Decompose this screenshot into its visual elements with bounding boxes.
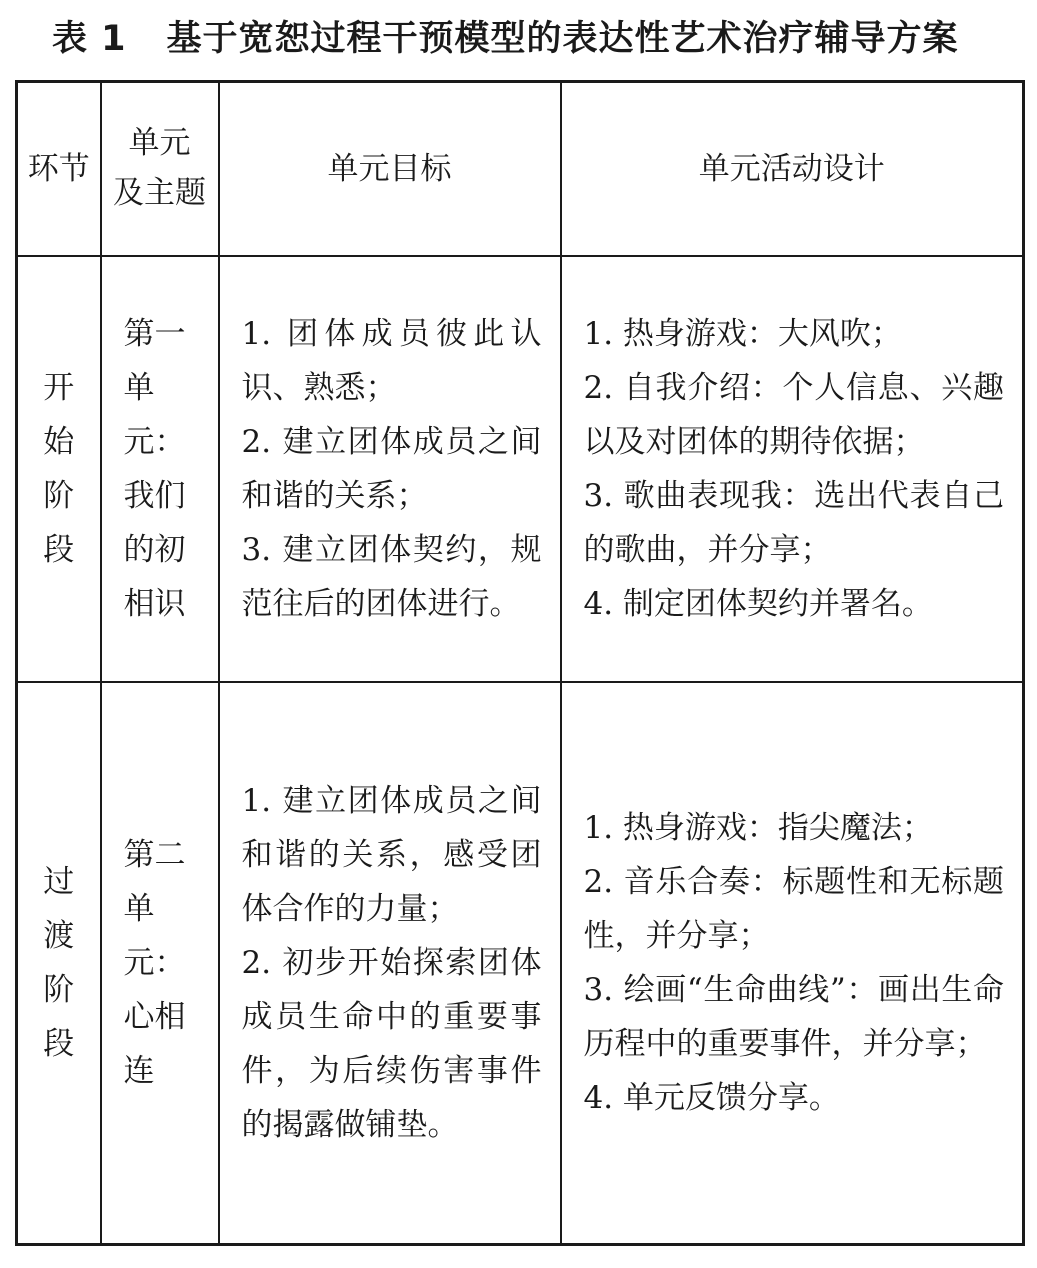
header-activity: 单元活动设计: [561, 82, 1024, 257]
goal-item: 1. 团体成员彼此认识、熟悉；: [241, 316, 542, 406]
activity-item: 3. 歌曲表现我：选出代表自己的歌曲，并分享；: [583, 478, 1004, 568]
header-goal: 单元目标: [219, 82, 561, 257]
header-unit-line1: 单元: [128, 125, 191, 161]
activity-cell: [561, 256, 1024, 682]
activity-item: 4. 制定团体契约并署名。: [583, 586, 933, 622]
goal-item: 3. 建立团体契约，规范往后的团体进行。: [241, 532, 542, 622]
goal-item: 2. 初步开始探索团体成员生命中的重要事件，为后续伤害事件的揭露做铺垫。: [241, 945, 542, 1143]
activity-item: 4. 单元反馈分享。: [583, 1080, 840, 1116]
table-row: [17, 256, 1024, 682]
header-stage: 环节: [17, 82, 101, 257]
stage-cell: [17, 682, 101, 1245]
activity-item: 2. 音乐合奏：标题性和无标题性，并分享；: [583, 864, 1004, 954]
stage-cell: [17, 256, 101, 682]
activity-item: 3. 绘画“生命曲线”：画出生命历程中的重要事件，并分享；: [583, 972, 1004, 1062]
goal-cell: [219, 682, 561, 1245]
activity-item: 1. 热身游戏：指尖魔法；: [583, 810, 933, 846]
goal-cell: [219, 256, 561, 682]
goal-list: [242, 307, 542, 631]
header-unit: [101, 82, 219, 257]
counseling-plan-table: [15, 80, 1025, 1246]
goal-item: 1. 建立团体成员之间和谐的关系，感受团体合作的力量；: [241, 783, 542, 927]
stage-label: 过渡阶段: [43, 864, 75, 1062]
unit-cell: [101, 682, 219, 1245]
goal-item: 2. 建立团体成员之间和谐的关系；: [241, 424, 542, 514]
activity-item: 2. 自我介绍：个人信息、兴趣以及对团体的期待依据；: [583, 370, 1004, 460]
activity-item: 1. 热身游戏：大风吹；: [583, 316, 902, 352]
unit-theme: 第一单元：我们的初相识: [123, 316, 186, 622]
unit-cell: [101, 256, 219, 682]
activity-list: [584, 801, 1005, 1125]
table-number: 表 1: [52, 19, 127, 59]
header-row: [17, 82, 1024, 257]
header-unit-line2: 及主题: [113, 175, 206, 211]
table-row: [17, 682, 1024, 1245]
goal-list: [242, 774, 542, 1152]
activity-cell: [561, 682, 1024, 1245]
activity-list: [584, 307, 1005, 631]
stage-label: 开始阶段: [43, 370, 75, 568]
table-title: 基于宽恕过程干预模型的表达性艺术治疗辅导方案: [166, 19, 959, 59]
table-caption: [0, 6, 1037, 66]
unit-theme: 第二单元：心相连: [123, 837, 186, 1089]
